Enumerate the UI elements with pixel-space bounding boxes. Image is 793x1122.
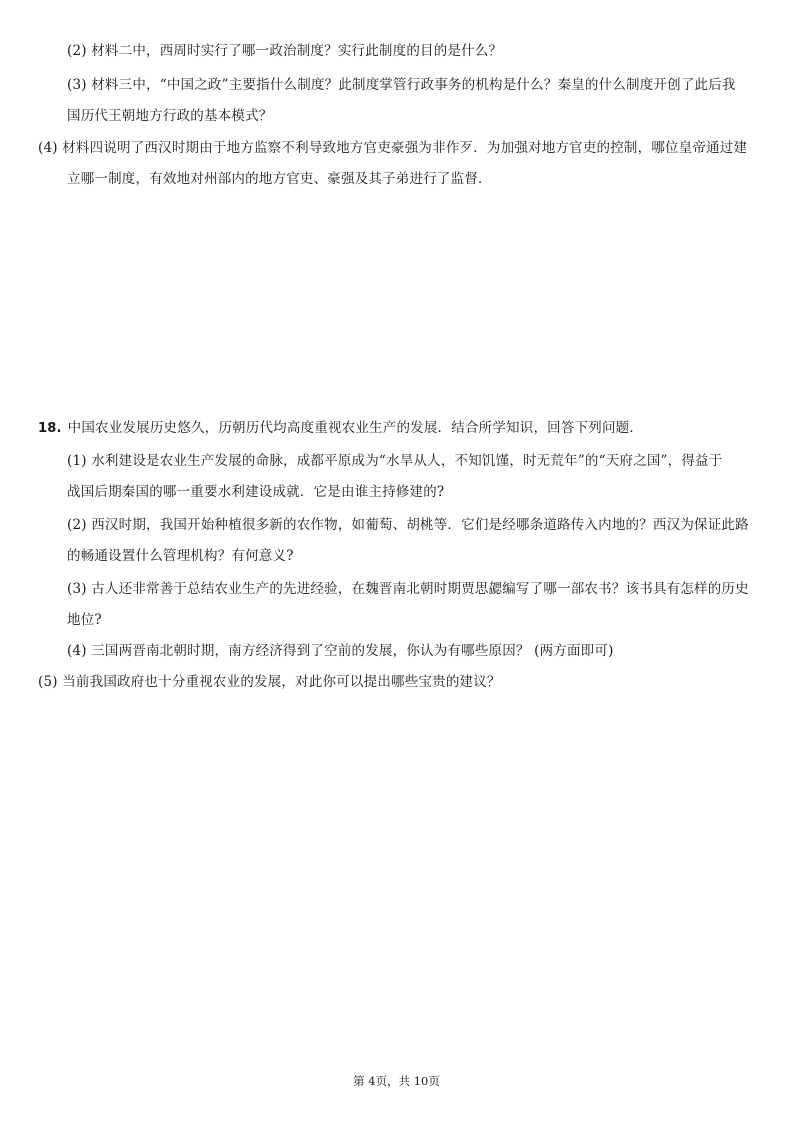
question-18-part-1-line-1: (1) 水利建设是农业生产发展的命脉，成都平原成为“水旱从人，不知饥馑，时无荒年”的“天府之国”，得益于 [67,453,723,469]
question-18-stem [38,418,643,439]
question-18-part-3-line-2: 地位? [67,612,102,628]
question-18-part-2-line-2: 的畅通设置什么管理机构？有何意义? [67,548,294,564]
question-18-part-3-line-1: (3) 古人还非常善于总结农业生产的先进经验，在魏晋南北朝时期贾思勰编写了哪一部农书？该书具有怎样的历史 [67,581,749,597]
question-part-4-line-2: 立哪一制度，有效地对州部内的地方官吏、豪强及其子弟进行了监督． [67,171,492,187]
question-18-part-1-line-2: 战国后期秦国的哪一重要水利建设成就．它是由谁主持修建的? [67,484,445,500]
question-part-3-line-1: (3) 材料三中，“中国之政”主要指什么制度？此制度掌管行政事务的机构是什么？秦皇的什么制度开创了此后我 [67,77,736,93]
question-part-2: (2) 材料二中，西周时实行了哪一政治制度？实行此制度的目的是什么？ [67,43,503,59]
question-part-4-line-1: (4) 材料四说明了西汉时期由于地方监察不利导致地方官吏豪强为非作歹．为加强对地方官吏的控制，哪位皇帝通过建 [38,140,748,156]
question-18-part-5: (5) 当前我国政府也十分重视农业的发展，对此你可以提出哪些宝贵的建议？ [38,674,501,690]
question-number: 18. [38,421,62,436]
question-18-part-2-line-1: (2) 西汉时期，我国开始种植很多新的农作物，如葡萄、胡桃等．它们是经哪条道路传入内地的？西汉为保证此路 [67,517,749,533]
question-stem-text: 中国农业发展历史悠久，历朝历代均高度重视农业生产的发展．结合所学知识，回答下列问题． [67,420,644,436]
page-footer: 第 4页，共 10页 [353,1074,440,1088]
question-18-part-4: (4) 三国两晋南北朝时期，南方经济得到了空前的发展，你认为有哪些原因？ (两方面即可) [67,643,614,659]
question-part-3-line-2: 国历代王朝地方行政的基本模式？ [67,108,273,124]
